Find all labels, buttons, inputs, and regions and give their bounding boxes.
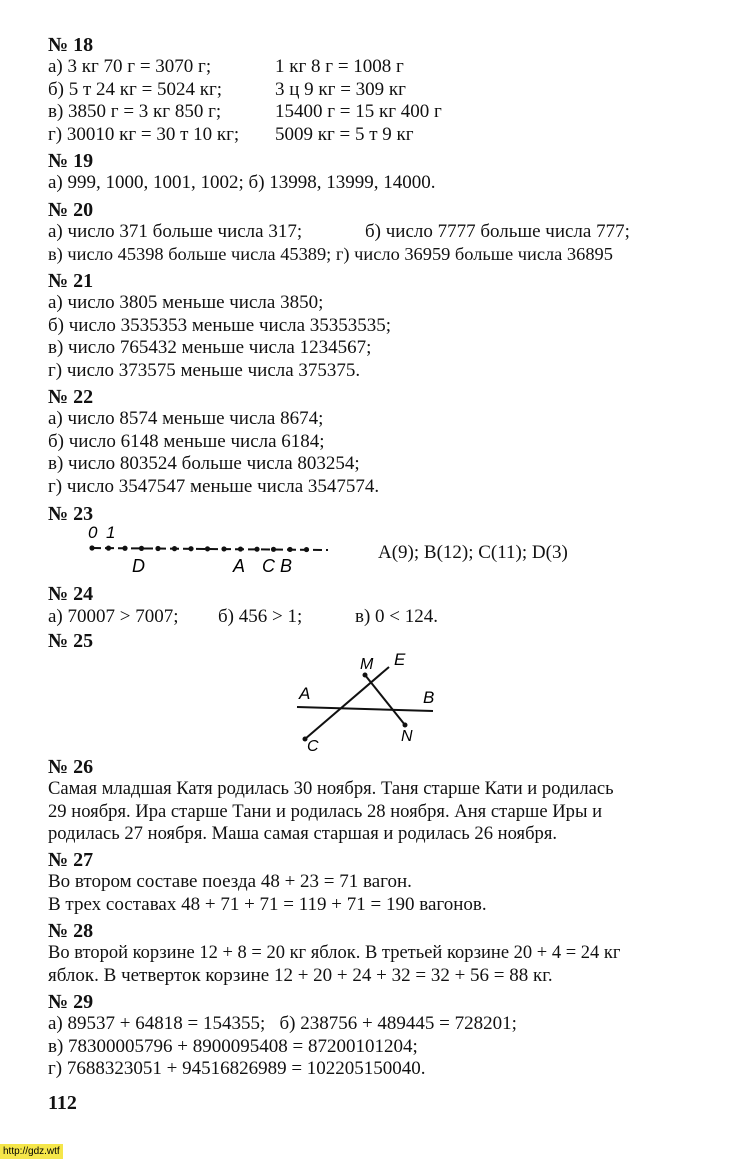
- section-24-title: № 24: [48, 583, 94, 605]
- section-21-title: № 21: [48, 270, 94, 292]
- section-20-title: № 20: [48, 199, 94, 221]
- label-a: A: [299, 684, 311, 703]
- number-line-dot: [106, 546, 111, 551]
- number-line-dot: [89, 545, 94, 550]
- section-21-line: а) число 3805 меньше числа 3850;: [48, 292, 324, 313]
- section-25-title: № 25: [48, 630, 94, 652]
- section-22-line: б) число 6148 меньше числа 6184;: [48, 431, 325, 452]
- label-n: N: [401, 728, 413, 745]
- number-line-dot: [221, 546, 226, 551]
- label-zero: 0: [88, 523, 98, 542]
- number-line-dot: [304, 547, 309, 552]
- label-c: C: [262, 556, 275, 576]
- label-b: B: [280, 556, 293, 576]
- section-22-line: а) число 8574 меньше числа 8674;: [48, 408, 324, 429]
- point-m: [363, 673, 368, 678]
- section-24-item-c: в) 0 < 124.: [355, 606, 439, 627]
- section-23-title: № 23: [48, 503, 94, 525]
- line-mn: [365, 675, 405, 725]
- number-line-dot: [172, 546, 177, 551]
- section-29-line: г) 7688323051 + 94516826989 = 102205150040.: [48, 1058, 426, 1079]
- page-number: 112: [48, 1092, 77, 1114]
- section-26-title: № 26: [48, 756, 94, 778]
- section-24-item-b: б) 456 > 1;: [218, 606, 303, 627]
- label-e: E: [394, 650, 406, 669]
- section-21-line: б) число 3535353 меньше числа 35353535;: [48, 315, 392, 336]
- section-29-line: а) 89537 + 64818 = 154355; б) 238756 + 489445 = 728201;: [48, 1013, 517, 1034]
- section-23-answer: A(9); B(12); C(11); D(3): [378, 542, 568, 563]
- section-18-row-right: 1 кг 8 г = 1008 г: [275, 56, 404, 77]
- section-28-title: № 28: [48, 920, 94, 942]
- section-20-line-b: б) число 7777 больше числа 777;: [365, 221, 630, 242]
- section-22-title: № 22: [48, 386, 94, 408]
- section-27-line: Во втором составе поезда 48 + 23 = 71 вагон.: [48, 871, 412, 892]
- section-20-line-cd: в) число 45398 больше числа 45389; г) число 36959 больше числа 36895: [48, 244, 613, 264]
- section-27-line: В трех составах 48 + 71 + 71 = 119 + 71 = 190 вагонов.: [48, 894, 487, 915]
- point-n: [403, 723, 408, 728]
- line-ab: [297, 707, 433, 711]
- section-18-row-left: в) 3850 г = 3 кг 850 г;: [48, 101, 222, 122]
- lines-diagram: [285, 645, 445, 753]
- section-22-line: в) число 803524 больше числа 803254;: [48, 453, 360, 474]
- section-20-line-a: а) число 371 больше числа 317;: [48, 221, 303, 242]
- section-28-line: Во второй корзине 12 + 8 = 20 кг яблок. В третьей корзине 20 + 4 = 24 кг: [48, 943, 621, 963]
- section-29-line: в) 78300005796 + 8900095408 = 87200101204;: [48, 1036, 418, 1057]
- number-line-dot: [238, 546, 243, 551]
- section-29-title: № 29: [48, 991, 94, 1013]
- section-18-row-left: б) 5 т 24 кг = 5024 кг;: [48, 79, 223, 100]
- label-m: M: [360, 656, 374, 673]
- label-b: B: [423, 688, 435, 707]
- number-line-dot: [122, 546, 127, 551]
- number-line-dot: [271, 547, 276, 552]
- number-line-dot: [287, 547, 292, 552]
- section-26-line: родилась 27 ноября. Маша самая старшая и родилась 26 ноября.: [48, 823, 558, 844]
- section-18-row-left: г) 30010 кг = 30 т 10 кг;: [48, 124, 240, 145]
- label-one: 1: [106, 523, 116, 542]
- label-c: C: [307, 738, 319, 753]
- number-line-diagram: [80, 520, 340, 580]
- label-a: A: [233, 556, 246, 576]
- section-22-line: г) число 3547547 меньше числа 3547574.: [48, 476, 380, 497]
- section-18-row-right: 15400 г = 15 кг 400 г: [275, 101, 442, 122]
- section-18-row-right: 3 ц 9 кг = 309 кг: [275, 79, 406, 100]
- number-line-dot: [205, 546, 210, 551]
- section-19-title: № 19: [48, 150, 94, 172]
- section-18-row-left: а) 3 кг 70 г = 3070 г;: [48, 56, 212, 77]
- section-26-line: Самая младшая Катя родилась 30 ноября. Таня старше Кати и родилась: [48, 778, 614, 799]
- section-28-line: яблок. В четверток корзине 12 + 20 + 24 + 32 = 32 + 56 = 88 кг.: [48, 965, 553, 986]
- section-18-row-right: 5009 кг = 5 т 9 кг: [275, 124, 414, 145]
- line-ce: [305, 667, 389, 739]
- number-line-dot: [254, 547, 259, 552]
- section-19-line: а) 999, 1000, 1001, 1002; б) 13998, 13999, 14000.: [48, 172, 436, 193]
- number-line-dot: [155, 546, 160, 551]
- number-line-dot: [139, 546, 144, 551]
- section-24-item-a: а) 70007 > 7007;: [48, 606, 179, 627]
- section-21-line: в) число 765432 меньше числа 1234567;: [48, 337, 372, 358]
- section-18-title: № 18: [48, 34, 94, 56]
- label-d: D: [132, 556, 145, 576]
- watermark-footer: http://gdz.wtf: [0, 1144, 63, 1159]
- number-line-dot: [188, 546, 193, 551]
- section-27-title: № 27: [48, 849, 94, 871]
- section-21-line: г) число 373575 меньше числа 375375.: [48, 360, 361, 381]
- section-26-line: 29 ноября. Ира старше Тани и родилась 28 ноября. Аня старше Иры и: [48, 801, 603, 822]
